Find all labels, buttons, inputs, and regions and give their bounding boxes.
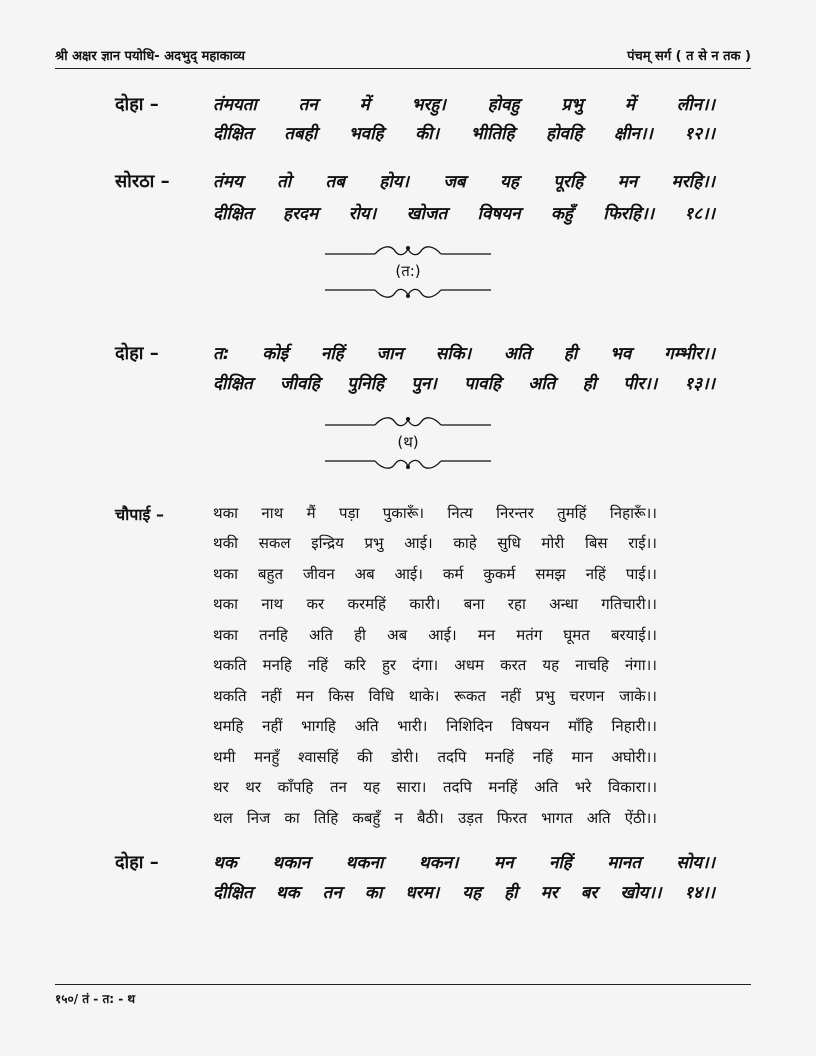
verse-line: थक थकान थकना थकन। मन नहिं मानत सोय।। — [213, 853, 715, 873]
verse-line: त: कोई नहिं जान सकि। अति ही भव गम्भीर।। — [213, 344, 715, 364]
section-divider — [318, 414, 498, 472]
verse-label: दोहा – — [115, 852, 159, 873]
verse-line: दीक्षित थक तन का धरम। यह ही मर बर खोय।। १४।। — [213, 883, 715, 903]
chaupai-line: थल निज का तिहि कबहुँ न बैठी। उड़त फिरत भागत अति ऐंठी।। — [213, 809, 657, 827]
chaupai-line: थका बहुत जीवन अब आई। कर्म कुकर्म समझ नहिं पाई।। — [213, 565, 657, 583]
verse-line: दीक्षित जीवहि पुनिहि पुन। पावहि अति ही पीर।। १३।। — [213, 374, 715, 394]
verse-line: तंमय तो तब होय। जब यह पूरहि मन मरहि।। — [213, 172, 715, 192]
chaupai-line: थमहि नहीं भागहि अति भारी। निशिदिन विषयन माँहि निहारी।। — [213, 717, 657, 735]
verse-label: सोरठा – — [115, 171, 170, 192]
chaupai-line: थका नाथ मैं पड़ा पुकारूँ। नित्य निरन्तर तुमहिं निहारूँ।। — [213, 504, 657, 522]
verse-line: तंमयता तन में भरहु। होवहु प्रभु में लीन।। — [213, 95, 715, 115]
page-header — [55, 40, 751, 69]
verse-line: दीक्षित तबही भवहि की। भीतिहि होवहि क्षीन।। १२।। — [213, 124, 715, 144]
chaupai-line: थकी सकल इन्द्रिय प्रभु आई। काहे सुधि मोरी बिस राई।। — [213, 534, 657, 552]
book-title: श्री अक्षर ज्ञान पयोधि- अदभुद् महाकाव्य — [55, 49, 245, 64]
verse-label: चौपाई – — [115, 505, 164, 524]
chaupai-line: थकति नहीं मन किस विधि थाके। रूकत नहीं प्रभु चरणन जाके।। — [213, 687, 657, 705]
footer-rule — [55, 984, 751, 985]
verse-label: दोहा – — [115, 94, 159, 115]
section-heading: (त:) — [395, 262, 421, 280]
flourish-bottom-icon — [323, 285, 493, 301]
chaupai-line: थमी मनहुँ श्वासहिं की डोरी। तदपि मनहिं नहिं मान अघोरी।। — [213, 748, 657, 766]
flourish-top-icon — [323, 243, 493, 259]
flourish-top-icon — [323, 414, 493, 430]
page-footer: १५०/ तं - त: - थ — [55, 992, 136, 1006]
chaupai-line: थर थर काँपहि तन यह सारा। तदपि मनहिं अति भरे विकारा।। — [213, 778, 657, 796]
chaupai-line: थका तनहि अति ही अब आई। मन मतंग घूमत बरयाई।। — [213, 626, 657, 644]
verse-label: दोहा – — [115, 343, 159, 364]
chaupai-line: थकति मनहि नहिं करि हुर दंगा। अधम करत यह नाचहि नंगा।। — [213, 656, 657, 674]
section-divider — [318, 243, 498, 301]
chapter-title: पंचम् सर्ग ( त से न तक ) — [627, 49, 751, 64]
flourish-bottom-icon — [323, 456, 493, 472]
chaupai-line: थका नाथ कर करमहिं कारी। बना रहा अन्धा गतिचारी।। — [213, 595, 657, 613]
section-heading: (थ) — [397, 433, 419, 451]
verse-line: दीक्षित हरदम रोय। खोजत विषयन कहुँ फिरहि।। १८।। — [213, 204, 715, 224]
